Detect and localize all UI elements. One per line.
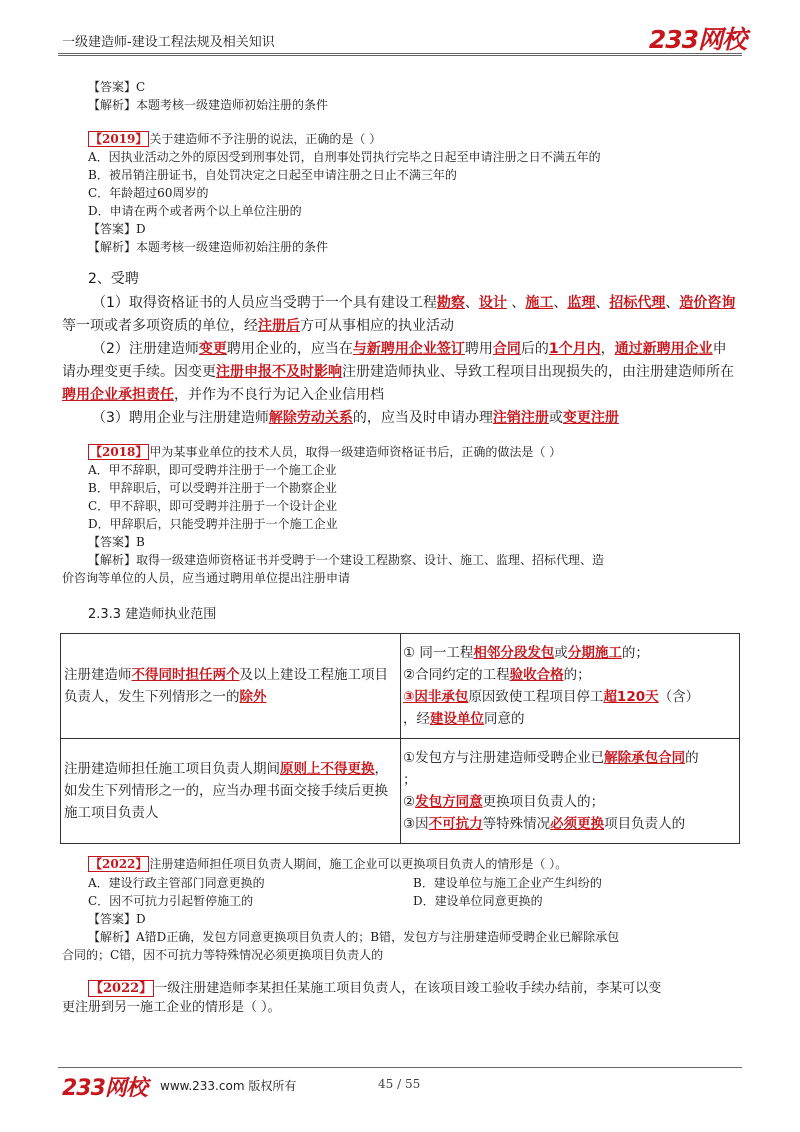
keyword: 不得同时担任两个 — [131, 667, 240, 683]
question-stem: 一级注册建造师李某担任某施工项目负责人，在该项目竣工验收手续办结前，李某可以变 — [154, 981, 662, 996]
option-c: C．年龄超过60周岁的 — [88, 186, 209, 200]
keyword: 注册申报不及时影响 — [216, 364, 342, 380]
text: 方可从事相应的执业活动 — [300, 318, 454, 334]
keyword: 通过新聘用企 — [614, 341, 699, 357]
text: ② — [403, 794, 416, 810]
analysis-line: 【解析】本题考核一级建造师初始注册的条件 — [88, 240, 329, 254]
keyword: 1个月内 — [548, 341, 601, 357]
table-row — [61, 634, 740, 739]
table-cell — [401, 739, 740, 844]
text: 或 — [548, 410, 563, 426]
table-row — [61, 739, 740, 844]
text: 原因致使工程项目停工 — [468, 689, 604, 705]
option-a: A．建设行政主管部门同意更换的 — [88, 876, 265, 890]
text: 注册建造师 — [64, 667, 132, 683]
text: 的； — [563, 667, 591, 683]
keyword: 造 — [679, 295, 694, 311]
text: 更换项目负责人的； — [482, 794, 605, 810]
text: 、 — [464, 295, 479, 311]
text: 及以上建设工程施工项目负责人，发生下列情形之一的 — [64, 667, 388, 705]
text: 聘用 — [464, 341, 493, 357]
year-tag: 【2018】 — [90, 445, 148, 459]
text: 申请办理变更手续。因变更 — [62, 341, 727, 380]
question-2022 — [88, 855, 567, 873]
keyword: 验收合格 — [509, 667, 564, 683]
text: 后的 — [520, 341, 549, 357]
cell-line — [403, 813, 736, 835]
keyword: 原则上不得更换 — [280, 761, 375, 777]
text: ，如发生下列情形之一的，应当办理书面交接手续后更换施工项目负责人 — [64, 761, 388, 821]
brand-logo[interactable]: 233网校 — [648, 25, 746, 54]
keyword: 解除承包合同 — [604, 750, 686, 766]
text: 建造师所在 — [664, 364, 734, 380]
text: （1）取得资格证书的人员应当受聘于一个具有建设工程 — [92, 295, 437, 311]
year-tag: 【2022】 — [90, 857, 148, 871]
keyword: 设计 — [478, 295, 507, 311]
option-b: B．甲辞职后，可以受聘并注册于一个勘察企业 — [88, 481, 337, 495]
text: 、 — [553, 295, 568, 311]
option-d: D．申请在两个或者两个以上单位注册的 — [88, 204, 302, 218]
question-stem: 甲为某事业单位的技术人员，取得一级建造师资格证书后，正确的做法是（ ） — [149, 445, 562, 459]
option-d: D．建设单位同意更换的 — [413, 894, 543, 908]
question-2019 — [88, 130, 381, 148]
answer-line: 【答案】D — [88, 912, 146, 926]
keyword: 变更注册 — [562, 410, 619, 426]
keyword: 聘用企业承担责任 — [62, 387, 174, 403]
text: ， — [600, 341, 615, 357]
question-2022 — [88, 980, 661, 998]
keyword: 相邻分段发包 — [473, 645, 555, 661]
text: 等特殊情况 — [482, 816, 551, 832]
heading-text: 建造师执业范围 — [125, 607, 217, 622]
text: ① 同一工程 — [403, 645, 474, 661]
text: 的，应当及时申请办理 — [352, 410, 493, 426]
cell-line — [403, 747, 736, 769]
table-cell — [61, 634, 401, 739]
option-c: C．甲不辞职，即可受聘并注册于一个设计企业 — [88, 499, 338, 513]
keyword: 勘察 — [436, 295, 465, 311]
analysis-line: 【解析】取得一级建造师资格证书并受聘于一个建设工程勘察、设计、施工、监理、招标代理、造 — [88, 553, 605, 567]
keyword: 变更 — [198, 341, 227, 357]
text: 的 — [685, 750, 699, 766]
text: 、 — [506, 295, 526, 311]
text: 注册建造师担任施工项目负责人期间 — [64, 761, 280, 777]
cell-line — [403, 686, 736, 708]
keyword: 业 — [698, 341, 713, 357]
analysis-line: 【解析】A错D正确，发包方同意更换项目负责人的；B错，发包方与注册建造师受聘企业已解除承包 — [88, 930, 620, 944]
keyword: 与新聘用企业签订 — [352, 341, 465, 357]
text: 、 — [595, 295, 610, 311]
text: 等一项或者多项资质的单位，经 — [62, 318, 258, 334]
table-cell — [401, 634, 740, 739]
keyword: 注册后 — [258, 318, 300, 334]
text: 的； — [621, 645, 649, 661]
keyword: 招标代理 — [609, 295, 666, 311]
heading-number: 2.3.3 — [88, 607, 126, 622]
option-d: D．甲辞职后，只能受聘并注册于一个施工企业 — [88, 517, 338, 531]
cell-line — [403, 664, 736, 686]
keyword: 注销注册 — [492, 410, 549, 426]
cell-line — [403, 708, 736, 730]
question-stem: 更注册到另一施工企业的情形是（ ）。 — [62, 1000, 281, 1015]
answer-line: 【答案】B — [88, 535, 145, 549]
subsection-heading — [88, 606, 216, 624]
text: 注册建造师执业、导致工程项目出现损失的，由注册 — [342, 364, 664, 380]
keyword: 监理 — [567, 295, 596, 311]
text: ③因 — [403, 816, 429, 832]
keyword: 价咨询 — [693, 295, 736, 311]
option-b: B．被吊销注册证书，自处罚决定之日起至申请注册之日止不满三年的 — [88, 168, 457, 182]
text: （3）聘用企业与注册建造师 — [92, 410, 269, 426]
section-heading: 2、受聘 — [88, 271, 139, 287]
keyword: 解除劳动关系 — [268, 410, 353, 426]
keyword: 施工 — [525, 295, 554, 311]
text: 项目负责人的 — [604, 816, 686, 832]
page-number: 45 / 55 — [378, 1077, 421, 1091]
option-c: C．因不可抗力引起暂停施工的 — [88, 894, 254, 908]
footer-logo[interactable]: 233网校 — [62, 1076, 147, 1101]
keyword: 必须更换 — [550, 816, 605, 832]
analysis-line: 【解析】本题考核一级建造师初始注册的条件 — [88, 98, 329, 112]
footer-divider — [58, 1067, 742, 1068]
footer-copyright[interactable]: www.233.com 版权所有 — [160, 1079, 297, 1093]
scope-table — [60, 633, 740, 844]
question-stem: 关于建造师不予注册的说法，正确的是（ ） — [149, 132, 382, 146]
paragraph-2 — [62, 338, 738, 407]
option-b: B．建设单位与施工企业产生纠纷的 — [413, 876, 602, 890]
answer-line: 【答案】D — [88, 222, 146, 236]
keyword: ③因非承包 — [403, 689, 469, 705]
year-tag: 【2019】 — [90, 132, 148, 146]
keyword: 不可抗力 — [428, 816, 483, 832]
text: 同意的 — [484, 711, 525, 727]
text: （含） — [658, 689, 700, 705]
header-divider — [58, 53, 742, 56]
answer-line: 【答案】C — [88, 80, 146, 94]
keyword: 除外 — [239, 689, 267, 705]
keyword: 合同 — [492, 341, 521, 357]
paragraph-1 — [62, 292, 738, 338]
option-a: A．因执业活动之外的原因受到刑事处罚，自刑事处罚执行完毕之日起至申请注册之日不满五年的 — [88, 150, 601, 164]
question-2018 — [88, 443, 561, 461]
text: ②合同约定的工程 — [403, 667, 510, 683]
option-a: A．甲不辞职，即可受聘并注册于一个施工企业 — [88, 463, 337, 477]
text: ，经 — [403, 711, 430, 727]
text: 或 — [554, 645, 568, 661]
analysis-line: 价咨询等单位的人员，应当通过聘用单位提出注册申请 — [62, 571, 351, 585]
text: ，并作为不良行为记入企业信用档 — [174, 387, 384, 403]
cell-line — [403, 791, 736, 813]
text: ①发包方与注册建造师受聘企业已 — [403, 750, 605, 766]
paragraph-3 — [62, 407, 738, 430]
cell-line — [403, 769, 736, 791]
keyword: 发包方同意 — [415, 794, 483, 810]
year-tag: 【2022】 — [90, 981, 153, 996]
analysis-line: 合同的；C错，因不可抗力等特殊情况必须更换项目负责人的 — [62, 948, 384, 962]
keyword: 超120天 — [603, 689, 659, 705]
keyword: 分期施工 — [567, 645, 622, 661]
keyword: 建设单位 — [430, 711, 484, 727]
text: （2）注册建造师 — [92, 341, 199, 357]
question-stem: 注册建造师担任项目负责人期间，施工企业可以更换项目负责人的情形是（ ）。 — [149, 857, 568, 871]
text: ； — [403, 772, 417, 788]
table-cell — [61, 739, 401, 844]
text: 、 — [665, 295, 680, 311]
document-title: 一级建造师-建设工程法规及相关知识 — [62, 35, 275, 50]
text: 聘用企业的，应当在 — [226, 341, 353, 357]
cell-line — [403, 642, 736, 664]
